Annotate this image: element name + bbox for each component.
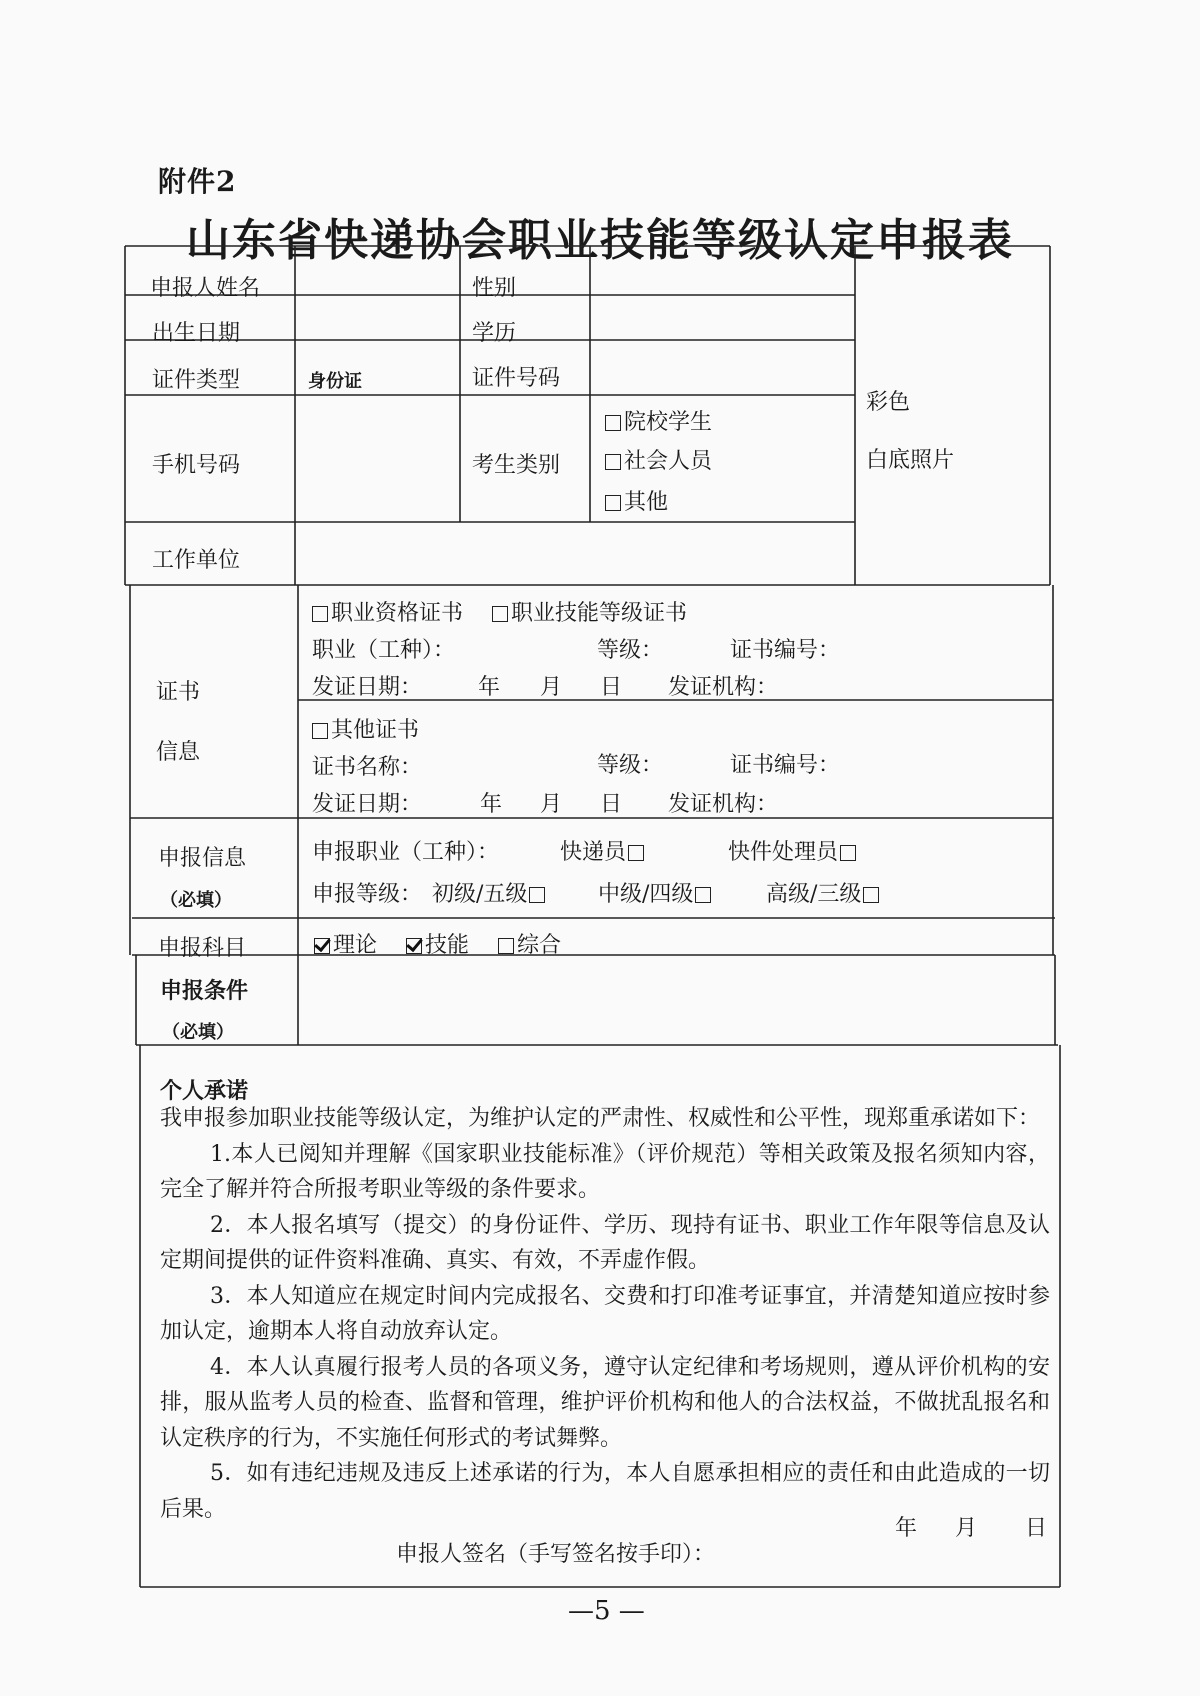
apply-level-label: 申报等级：	[312, 882, 423, 907]
checked-checkbox-icon[interactable]	[314, 938, 330, 954]
signature-label: 申报人签名（手写签名按手印）：	[396, 1542, 716, 1567]
cert2-day: 日	[600, 792, 623, 817]
employer-label: 工作单位	[152, 548, 241, 573]
cert2-name-label: 证书名称：	[312, 755, 423, 780]
phone-label: 手机号码	[152, 453, 241, 478]
subject-option-comprehensive[interactable]: 综合	[498, 933, 561, 958]
cert-label-line2: 信息	[156, 740, 201, 765]
cert1-options	[312, 603, 687, 625]
checkbox-icon[interactable]	[605, 495, 621, 511]
cert2-month: 月	[540, 792, 563, 817]
checkbox-icon[interactable]	[312, 723, 328, 739]
cert-option-other[interactable]: 其他证书	[312, 720, 419, 742]
cert1-number-label: 证书编号：	[730, 638, 841, 663]
cert1-month: 月	[540, 675, 563, 700]
apply-occupation-label: 申报职业（工种）：	[312, 840, 500, 865]
cert-option-qualification[interactable]: 职业资格证书	[312, 601, 463, 626]
checkbox-icon[interactable]	[605, 454, 621, 470]
subject-option-skill[interactable]: 技能	[406, 933, 469, 958]
level-option-senior[interactable]: 高级/三级	[766, 884, 882, 906]
photo-label-color: 彩色	[866, 390, 911, 415]
occupation-option-handler[interactable]: 快件处理员	[728, 842, 859, 864]
checkbox-icon[interactable]	[529, 887, 545, 903]
cert1-day: 日	[600, 675, 623, 700]
cert-label-line1: 证书	[156, 680, 201, 705]
name-label: 申报人姓名	[150, 276, 261, 301]
id-number-label: 证件号码	[472, 366, 561, 391]
pledge-item-2: 2．本人报名填写（提交）的身份证件、学历、现持有证书、职业工作年限等信息及认定期间提供的证件资料准确、真实、有效，不弄虚作假。	[160, 1212, 1050, 1273]
apply-info-required: （必填）	[160, 890, 232, 911]
checkbox-icon[interactable]	[863, 887, 879, 903]
subject-options	[314, 935, 561, 957]
page-number: —5 —	[568, 1596, 645, 1626]
candidate-option-student[interactable]: 院校学生	[605, 412, 712, 434]
pledge-item-1: 1.本人已阅知并理解《国家职业技能标准》（评价规范）等相关政策及报名须知内容，完全了解并符合所报考职业等级的条件要求。	[160, 1141, 1050, 1202]
form-title: 山东省快递协会职业技能等级认定申报表	[186, 215, 1014, 266]
subject-label: 申报科目	[158, 936, 247, 961]
checked-checkbox-icon[interactable]	[406, 938, 422, 954]
cert1-year: 年	[478, 675, 501, 700]
checkbox-icon[interactable]	[628, 845, 644, 861]
sign-year: 年	[895, 1516, 918, 1541]
id-type-value: 身份证	[308, 371, 362, 392]
cert1-issuer-label: 发证机构：	[668, 675, 779, 700]
sign-day: 日	[1025, 1516, 1048, 1541]
checkbox-icon[interactable]	[695, 887, 711, 903]
sign-month: 月	[955, 1516, 978, 1541]
cert2-number-label: 证书编号：	[730, 753, 841, 778]
pledge-intro: 我申报参加职业技能等级认定，为维护认定的严肃性、权威性和公平性，现郑重承诺如下：	[160, 1106, 1041, 1131]
cert2-issuer-label: 发证机构：	[668, 792, 779, 817]
cert2-issue-date-label: 发证日期：	[312, 792, 423, 817]
pledge-item-4: 4．本人认真履行报考人员的各项义务，遵守认定纪律和考场规则，遵从评价机构的安排，服从监考人员的检查、监督和管理，维护评价机构和他人的合法权益，不做扰乱报名和认定秩序的行为，不实施任何形式的考试舞弊。	[160, 1354, 1050, 1451]
candidate-type-label: 考生类别	[472, 453, 561, 478]
cert2-year: 年	[480, 792, 503, 817]
birth-label: 出生日期	[152, 321, 241, 346]
subject-option-theory[interactable]: 理论	[314, 933, 377, 958]
pledge-body	[160, 1101, 1050, 1527]
attachment-label: 附件2	[158, 165, 237, 198]
checkbox-icon[interactable]	[492, 606, 508, 622]
candidate-option-other[interactable]: 其他	[605, 492, 668, 514]
pledge-heading: 个人承诺	[160, 1078, 249, 1104]
checkbox-icon[interactable]	[840, 845, 856, 861]
pledge-item-5: 5．如有违纪违规及违反上述承诺的行为，本人自愿承担相应的责任和由此造成的一切后果。	[160, 1461, 1050, 1522]
checkbox-icon[interactable]	[498, 938, 514, 954]
pledge-item-3: 3．本人知道应在规定时间内完成报名、交费和打印准考证事宜，并清楚知道应按时参加认定，逾期本人将自动放弃认定。	[160, 1283, 1050, 1344]
cert2-level-label: 等级：	[597, 753, 664, 778]
checkbox-icon[interactable]	[312, 606, 328, 622]
level-option-junior[interactable]: 初级/五级	[432, 884, 548, 906]
occupation-option-courier[interactable]: 快递员	[560, 842, 647, 864]
condition-required: （必填）	[162, 1022, 234, 1043]
cert1-occupation-label: 职业（工种）：	[312, 638, 456, 663]
cert-option-skill-level[interactable]: 职业技能等级证书	[492, 601, 687, 626]
gender-label: 性别	[472, 276, 517, 301]
id-type-label: 证件类型	[152, 368, 241, 393]
apply-info-label: 申报信息	[158, 846, 247, 871]
condition-label: 申报条件	[160, 978, 249, 1004]
checkbox-icon[interactable]	[605, 415, 621, 431]
cert1-level-label: 等级：	[597, 638, 664, 663]
education-label: 学历	[472, 321, 517, 346]
cert1-issue-date-label: 发证日期：	[312, 675, 423, 700]
photo-label-white-bg: 白底照片	[866, 448, 955, 473]
level-option-intermediate[interactable]: 中级/四级	[598, 884, 714, 906]
candidate-option-public[interactable]: 社会人员	[605, 451, 712, 473]
